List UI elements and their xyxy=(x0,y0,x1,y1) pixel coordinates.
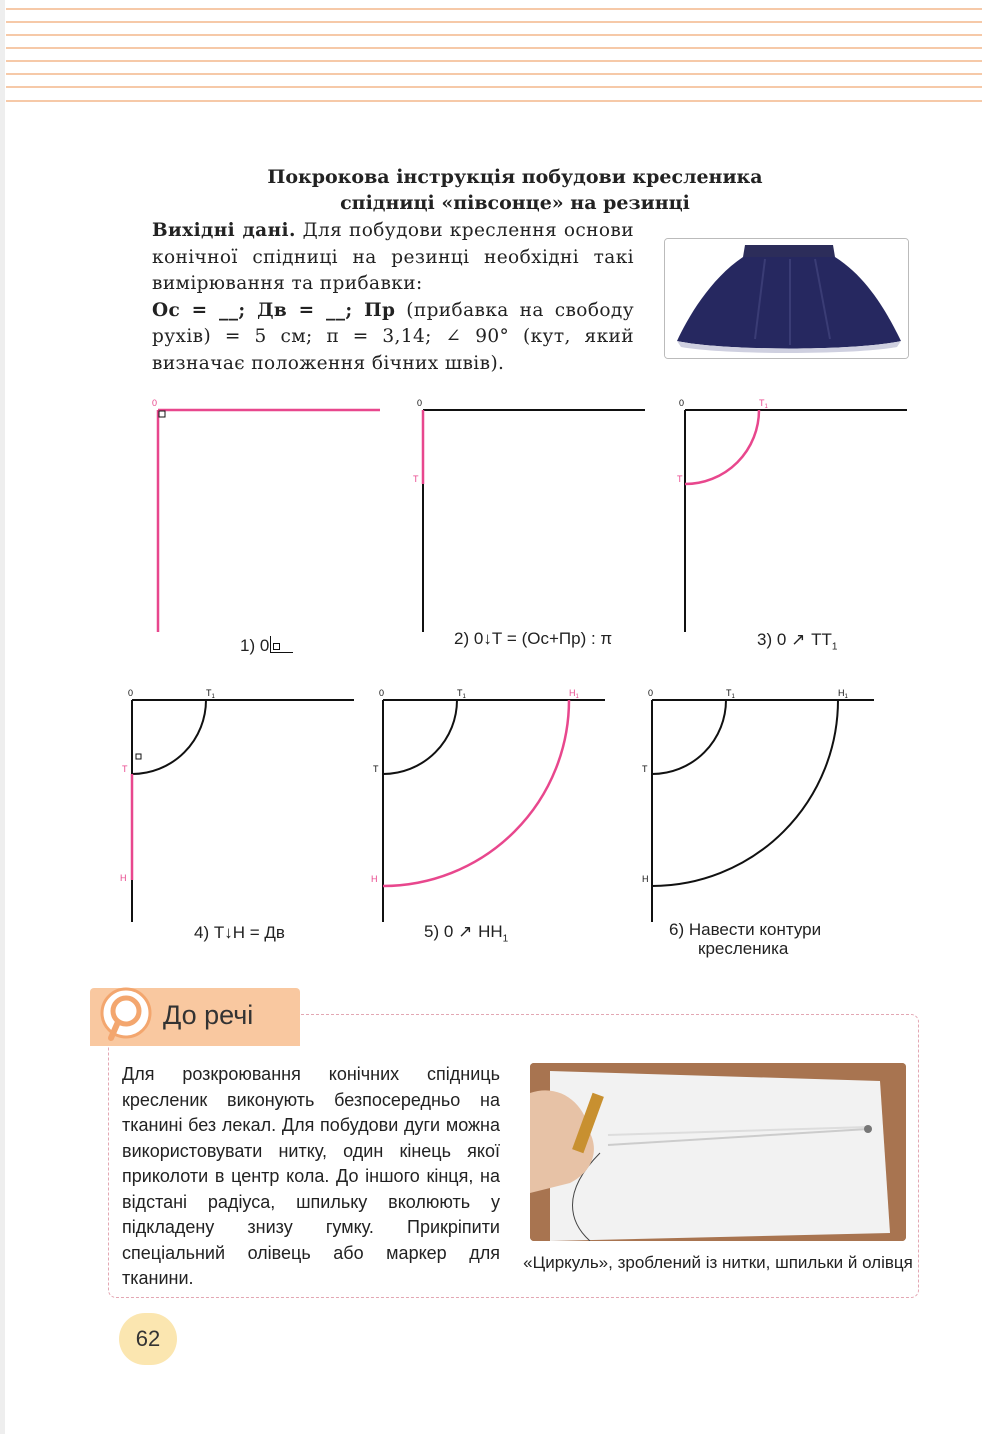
label-point-0: 0 xyxy=(379,688,385,698)
step-4-formula: Н = Дв xyxy=(232,923,285,942)
step-5-number: 5) xyxy=(424,922,440,941)
label-point-t: Т xyxy=(642,764,648,774)
skirt-photo xyxy=(664,238,909,359)
intro-lead: Вихідні дані. xyxy=(152,220,296,241)
title-line-2: спідниці «півсонце» на резинці xyxy=(340,192,690,214)
step-5-text: 0 xyxy=(443,922,454,941)
thread-compass-photo xyxy=(530,1063,906,1241)
label-point-t: Т xyxy=(122,764,128,774)
label-point-h: Н xyxy=(371,874,378,884)
intro-text: Для побудови креслення основи конічної спідниці на резинці необхідні такі вимірювання та прибавки: xyxy=(152,220,634,294)
step-6-number: 6) xyxy=(669,920,685,939)
label-point-t: Т xyxy=(413,474,419,484)
step-2-text: 0 xyxy=(473,629,484,648)
label-point-h: Н xyxy=(120,873,127,883)
magnifier-icon xyxy=(96,983,156,1051)
label-point-t1: $Т_1$ xyxy=(726,688,735,700)
step-4-number: 4) xyxy=(194,923,210,942)
label-point-h: Н xyxy=(642,874,649,884)
step-6-text-2: кресленика xyxy=(698,939,789,958)
diagram-step-4 xyxy=(114,682,359,922)
thread-photo-caption: «Циркуль», зроблений із нитки, шпильки й олівця xyxy=(523,1253,913,1272)
step-4-text: Т xyxy=(213,923,225,942)
label-point-0: 0 xyxy=(417,398,423,408)
label-point-0: 0 xyxy=(679,398,685,408)
label-point-0: 0 xyxy=(648,688,654,698)
page-title xyxy=(0,166,982,214)
label-point-t: Т xyxy=(677,474,683,484)
intro-formula: Ос = __; Дв = __; Пр xyxy=(152,299,396,321)
step-2-formula: Т = (Ос+Пр) : π xyxy=(491,629,613,648)
page-edge xyxy=(0,0,5,1434)
step-1-text: 0 xyxy=(259,636,270,655)
step-2-number: 2) xyxy=(454,629,470,648)
tip-heading: До речі xyxy=(163,1000,254,1030)
label-point-t1: $Т_1$ xyxy=(457,688,466,700)
step-3-caption xyxy=(757,630,837,652)
step-3-formula: ТТ xyxy=(811,630,832,649)
right-angle-icon xyxy=(270,636,293,653)
diagram-step-3 xyxy=(667,392,912,637)
step-3-text: 0 xyxy=(776,630,787,649)
diagram-step-5 xyxy=(365,682,610,922)
diagram-step-1 xyxy=(140,392,390,652)
diagram-step-6 xyxy=(634,682,879,922)
arrow-down-icon: ↓ xyxy=(224,923,233,942)
label-point-t: Т xyxy=(373,764,379,774)
header-ruled-lines xyxy=(0,0,982,110)
title-line-1: Покрокова інструкція побудови кресленика xyxy=(267,166,763,188)
intro-formula-text: (прибавка на свободу рухів) = 5 см; π = 3,14; ∠ 90° (кут, який визначає положення бічних швів). xyxy=(152,299,634,374)
label-point-0: 0 xyxy=(128,688,134,698)
step-4-caption xyxy=(194,923,285,943)
label-point-0: 0 xyxy=(152,398,158,408)
compass-arc-icon: ↗ xyxy=(791,630,806,649)
diagram-step-2 xyxy=(405,392,650,637)
intro-paragraph xyxy=(122,218,634,377)
tip-text: Для розкроювання конічних спідниць кресленик виконують безпосередньо на тканині без лекал. Для побудови дуги можна використовувати нитку, один кінець якої приколоти в центр кола. До іншого кінця, на відстані радіуса, шпильку вколюють у підкладену знизу гумку. Прикріпити спеціальний олівець або маркер для тканини. xyxy=(122,1064,500,1288)
label-point-h1: $Н_1$ xyxy=(569,688,579,700)
step-1-number: 1) xyxy=(240,636,256,655)
step-5-formula: НН xyxy=(478,922,503,941)
label-point-t1: $Т_1$ xyxy=(206,688,215,700)
step-5-caption xyxy=(424,922,508,944)
step-6-text: Навести контури xyxy=(688,920,822,939)
step-3-sub: 1 xyxy=(831,641,838,653)
step-6-caption xyxy=(669,920,821,958)
page-number: 62 xyxy=(119,1313,177,1365)
arrow-down-icon: ↓ xyxy=(483,629,492,648)
step-2-caption xyxy=(454,629,612,649)
step-1-caption xyxy=(240,634,293,656)
label-point-h1: $Н_1$ xyxy=(838,688,848,700)
compass-arc-icon: ↗ xyxy=(458,922,473,941)
label-point-t1: $Т_1$ xyxy=(759,398,768,410)
step-3-number: 3) xyxy=(757,630,773,649)
step-5-sub: 1 xyxy=(502,933,509,945)
